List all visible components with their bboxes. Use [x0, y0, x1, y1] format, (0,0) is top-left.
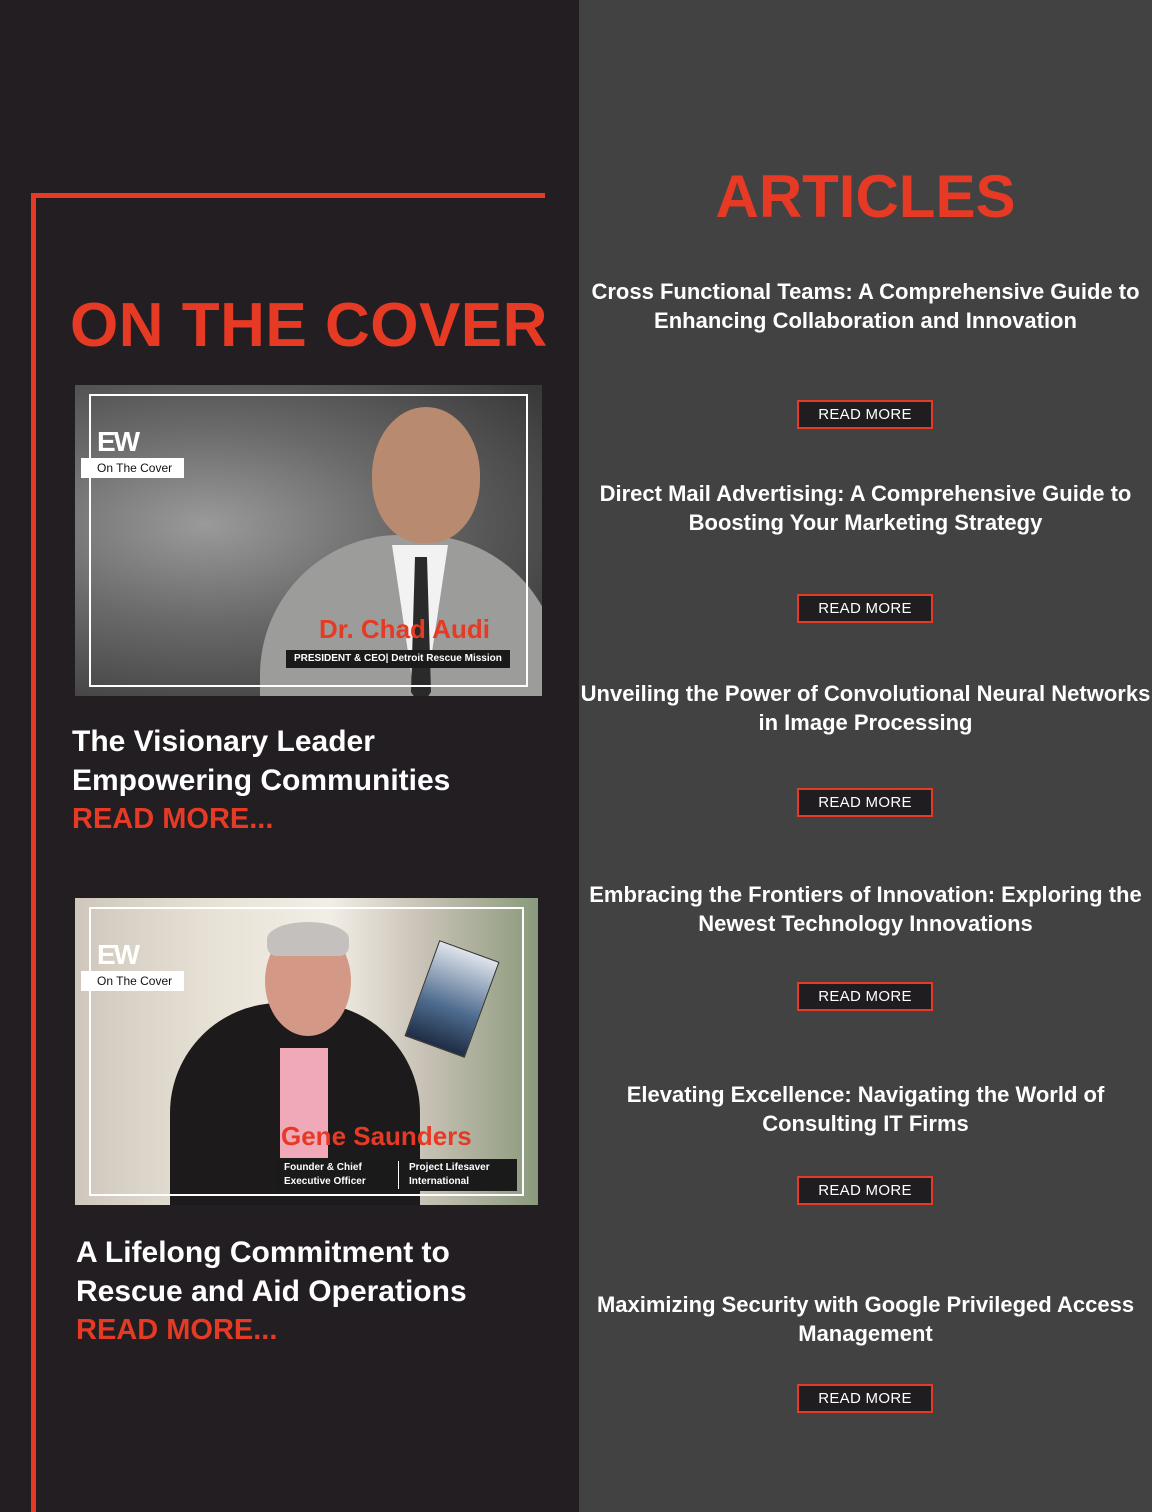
cover-person-role: [276, 1159, 517, 1191]
article-read-more-button[interactable]: READ MORE: [797, 788, 933, 817]
role-divider: [398, 1161, 399, 1189]
ew-logo: [97, 940, 138, 970]
ew-logo-text: EW: [97, 426, 139, 457]
article-read-more-button[interactable]: READ MORE: [797, 400, 933, 429]
cover-image-chad-audi[interactable]: [75, 385, 542, 696]
cover-person-role: PRESIDENT & CEO| Detroit Rescue Mission: [286, 650, 510, 668]
article-read-more-button[interactable]: READ MORE: [797, 594, 933, 623]
article-title[interactable]: Embracing the Frontiers of Innovation: Exploring the Newest Technology Innovations: [589, 882, 1142, 936]
hair-figure: [267, 922, 349, 956]
articles-heading: ARTICLES: [715, 163, 1016, 230]
article-read-more-button[interactable]: READ MORE: [797, 1384, 933, 1413]
article-title[interactable]: Elevating Excellence: Navigating the World of Consulting IT Firms: [626, 1082, 1105, 1136]
ew-logo: [97, 427, 138, 457]
role-title: Founder & Chief Executive Officer: [284, 1162, 366, 1187]
cover-story-title[interactable]: A Lifelong Commitment to Rescue and Aid Operations: [76, 1236, 467, 1308]
article-title[interactable]: Cross Functional Teams: A Comprehensive Guide to Enhancing Collaboration and Innovation: [591, 279, 1140, 333]
cover-story-title[interactable]: The Visionary Leader Empowering Communities: [72, 725, 451, 797]
article-title[interactable]: Maximizing Security with Google Privileged Access Management: [596, 1292, 1135, 1346]
cover-person-name: Dr. Chad Audi: [319, 614, 490, 644]
article-read-more-button[interactable]: READ MORE: [797, 1176, 933, 1205]
cover-person-name: Gene Saunders: [281, 1121, 472, 1151]
on-the-cover-heading: ON THE COVER: [70, 291, 548, 360]
cover-read-more-link[interactable]: READ MORE...: [72, 803, 274, 835]
on-the-cover-tag: On The Cover: [81, 971, 184, 991]
accent-frame-top: [31, 193, 545, 198]
article-read-more-button[interactable]: READ MORE: [797, 982, 933, 1011]
role-organization: Project Lifesaver International: [409, 1162, 490, 1187]
cover-read-more-link[interactable]: READ MORE...: [76, 1314, 278, 1346]
article-title[interactable]: Direct Mail Advertising: A Comprehensive Guide to Boosting Your Marketing Strategy: [599, 481, 1132, 535]
article-title[interactable]: Unveiling the Power of Convolutional Neural Networks in Image Processing: [580, 681, 1151, 735]
book-figure: [404, 940, 499, 1058]
cover-image-gene-saunders[interactable]: [75, 898, 538, 1205]
portrait-head: [372, 407, 480, 543]
ew-logo-text: EW: [97, 939, 139, 970]
on-the-cover-tag: On The Cover: [81, 458, 184, 478]
accent-frame-left: [31, 193, 36, 1512]
